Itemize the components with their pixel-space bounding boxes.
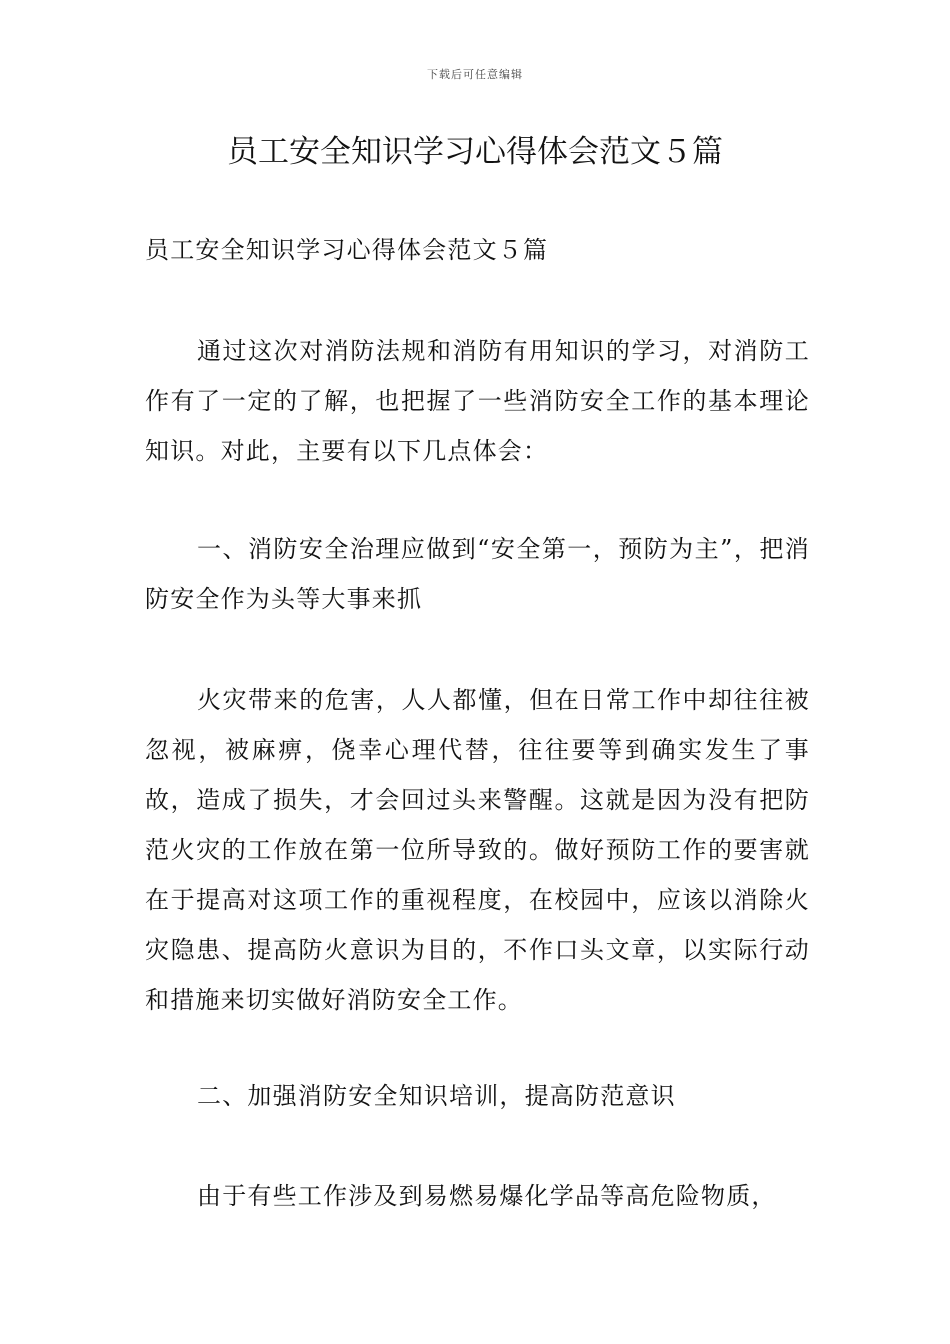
document-title: 员工安全知识学习心得体会范文５篇 — [227, 134, 723, 170]
section-heading-2: 二、加强消防安全知识培训，提高防范意识 — [197, 1082, 676, 1110]
header-note: 下载后可任意编辑 — [427, 68, 523, 81]
intro-paragraph: 通过这次对消防法规和消防有用知识的学习，对消防工作有了一定的了解，也把握了一些消防安全工作的基本理论知识。对此，主要有以下几点体会： — [145, 337, 810, 465]
section-body-2: 由于有些工作涉及到易燃易爆化学品等高危险物质， — [197, 1182, 777, 1210]
subtitle-paragraph: 员工安全知识学习心得体会范文５篇 — [145, 236, 549, 264]
section-body-1: 火灾带来的危害，人人都懂，但在日常工作中却往往被忽视，被麻痹，侥幸心理代替，往往要等到确实发生了事故，造成了损失，才会回过头来警醒。这就是因为没有把防范火灾的工作放在第一位所导致的。做好预防工作的要害就在于提高对这项工作的重视程度，在校园中，应该以消除火灾隐患、提高防火意识为目的，不作口头文章，以实际行动和措施来切实做好消防安全工作。 — [145, 686, 810, 1014]
section-heading-1: 一、消防安全治理应做到“安全第一，预防为主”，把消防安全作为头等大事来抓 — [145, 535, 810, 613]
